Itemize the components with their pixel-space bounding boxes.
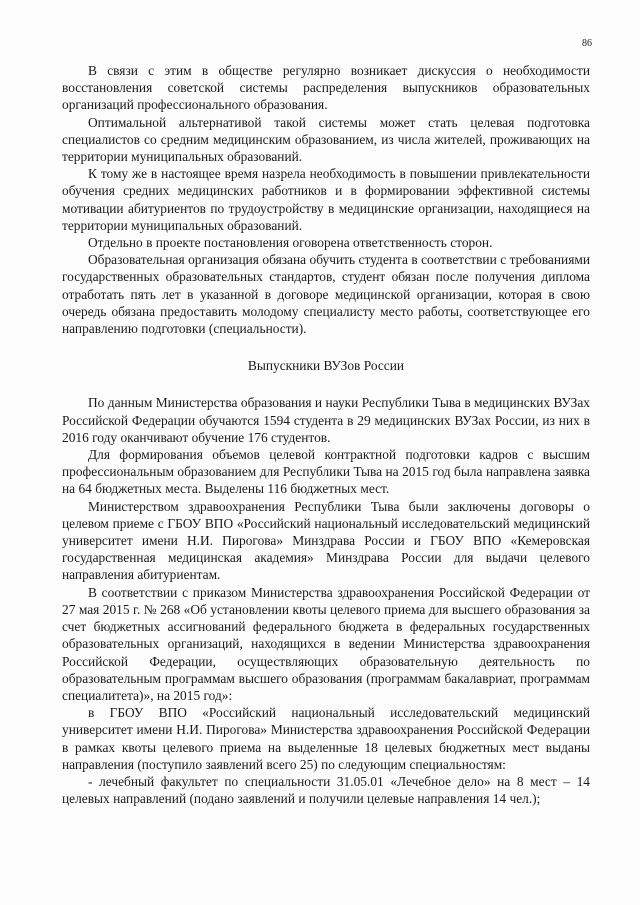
paragraph: Оптимальной альтернативой такой системы может стать целевая подготовка специалистов со средним медицинским образованием, из числа жителей, проживающих на территории муниципальных образований. [62,114,590,165]
paragraph: В связи с этим в обществе регулярно возникает дискуссия о необходимости восстановления советской системы распределения выпускников образовательных организаций профессионального образования. [62,63,590,113]
paragraph: В соответствии с приказом Министерства здравоохранения Российской Федерации от 27 мая 2015 г. № 268 «Об установлении квоты целевого приема для высшего образования за счет бюджетных ассигнований федерального бюджета в федеральных государственных образовательных организаций, находящихся в ведении Министерства здравоохранения Российской Федерации, осуществляющих образовательную деятельность по образовательным программам высшего образования (программам бакалавриат, программам специалитета)», на 2015 год»: [62,584,590,703]
paragraph: Для формирования объемов целевой контрактной подготовки кадров с высшим профессиональным образованием для Республики Тыва на 2015 год была направлена заявка на 64 бюджетных места. Выделены 116 бюджетных мест. [62,447,590,497]
document-body [62,62,590,807]
page-number: 86 [582,38,592,49]
paragraph: Образовательная организация обязана обучить студента в соответствии с требованиями государственных образовательных стандартов, студент обязан после получения диплома отработать пять лет в указанной в договоре медицинской организации, которая в свою очередь обязана предоставить молодому специалисту место работы, соответствующее его направлению подготовки (специальности). [62,252,590,337]
list-item: - лечебный факультет по специальности 31.05.01 «Лечебное дело» на 8 мест – 14 целевых направлений (подано заявлений и получили целевые направления 14 чел.); [62,773,590,807]
section-heading: Выпускники ВУЗов России [247,358,405,374]
paragraph: По данным Министерства образования и науки Республики Тыва в медицинских ВУЗах Российской Федерации обучаются 1594 студента в 29 медицинских ВУЗах России, из них в 2016 году оканчивают обучение 176 студентов. [62,395,590,445]
paragraph: К тому же в настоящее время назрела необходимость в повышении привлекательности обучения средних медицинских работников и в формировании эффективной системы мотивации абитуриентов по трудоустройству в медицинские организации, находящиеся на территории муниципальных образований. [62,166,590,233]
paragraph: Министерством здравоохранения Республики Тыва были заключены договоры о целевом приеме с ГБОУ ВПО «Российский национальный исследовательский медицинский университет имени Н.И. Пирогова» Минздрава России и ГБОУ ВПО «Кемеровская государственная медицинская академия» Минздрава России для выдачи целевого направления абитуриентам. [62,498,590,583]
paragraph: Отдельно в проекте постановления оговорена ответственность сторон. [88,235,493,251]
paragraph: в ГБОУ ВПО «Российский национальный исследовательский медицинский университет имени Н.И. Пирогова» Министерства здравоохранения Российской Федерации в рамках квоты целевого приема на выделенные 18 целевых бюджетных мест выданы направления (поступило заявлений всего 25) по следующим специальностям: [62,705,590,772]
